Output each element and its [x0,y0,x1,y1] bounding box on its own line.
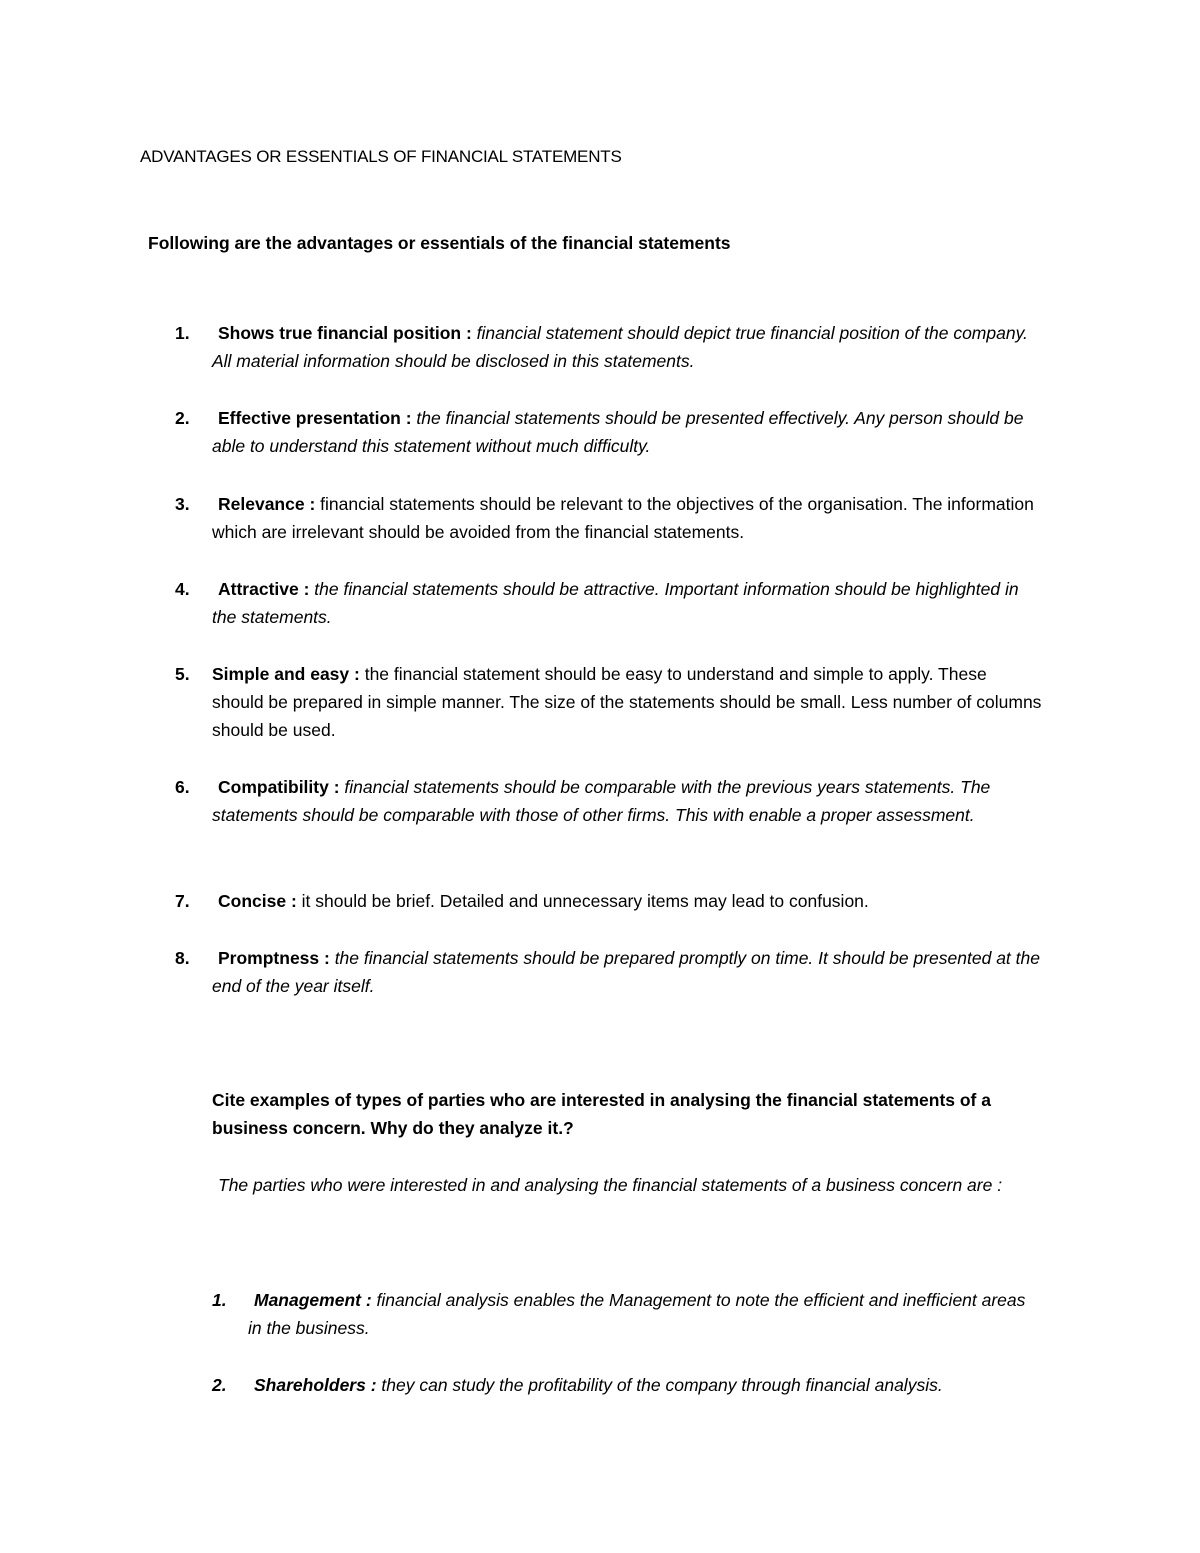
item-text: financial statements should be comparable with the previous years statements. The statements should be comparable with those of other firms. This with enable a proper assessment. [212,777,991,825]
answer-intro-text: The parties who were interested in and analysing the financial statements of a business concern are : [218,1175,1003,1195]
item-label: Concise : [218,891,297,911]
item-label: Shareholders : [254,1375,377,1395]
item-text: financial analysis enables the Management to note the efficient and inefficient areas in the business. [248,1290,1026,1338]
item-text: financial statement should depict true financial position of the company. All material information should be disclosed in this statements. [212,323,1028,371]
item-label: Compatibility : [218,777,340,797]
item-body [212,773,1042,829]
item-number: 3. [175,494,190,514]
item-body [248,1371,1038,1399]
item-text: the financial statement should be easy to understand and simple to apply. These should be prepared in simple manner. The size of the statements should be small. Less number of columns should be used. [212,664,1042,740]
item-text: financial statements should be relevant to the objectives of the organisation. The information which are irrelevant should be avoided from the financial statements. [212,494,1034,542]
item-body [212,887,1042,915]
intro-text: Following are the advantages or essentials of the financial statements [148,233,731,253]
question-heading: Cite examples of types of parties who are interested in analysing the financial statements of a business concern. Why do they analyze it.? [212,1090,991,1138]
item-body [212,404,1042,460]
item-text: it should be brief. Detailed and unnecessary items may lead to confusion. [296,891,869,911]
item-label: Relevance : [218,494,316,514]
item-label: Shows true financial position : [218,323,472,343]
item-body [212,490,1042,546]
item-number: 2. [212,1375,227,1395]
item-body [212,660,1042,744]
item-number: 4. [175,579,190,599]
item-label: Simple and easy : [212,664,360,684]
item-number: 2. [175,408,190,428]
document-title: ADVANTAGES OR ESSENTIALS OF FINANCIAL STATEMENTS [140,147,622,166]
item-label: Management : [254,1290,372,1310]
item-number: 8. [175,948,190,968]
item-label: Effective presentation : [218,408,412,428]
item-body [212,575,1042,631]
item-number: 6. [175,777,190,797]
item-text: the financial statements should be prepared promptly on time. It should be presented at the end of the year itself. [212,948,1040,996]
item-number: 1. [212,1290,227,1310]
item-number: 7. [175,891,190,911]
item-body [248,1286,1038,1342]
item-label: Promptness : [218,948,330,968]
item-text: they can study the profitability of the company through financial analysis. [376,1375,943,1395]
item-body [212,944,1042,1000]
item-body [212,319,1042,375]
item-text: the financial statements should be attractive. Important information should be highlighted in the statements. [212,579,1019,627]
answer-intro [212,1171,1062,1199]
item-text: the financial statements should be presented effectively. Any person should be able to understand this statement without much difficulty. [212,408,1024,456]
item-number: 5. [175,664,190,684]
item-label: Attractive : [218,579,310,599]
item-number: 1. [175,323,190,343]
